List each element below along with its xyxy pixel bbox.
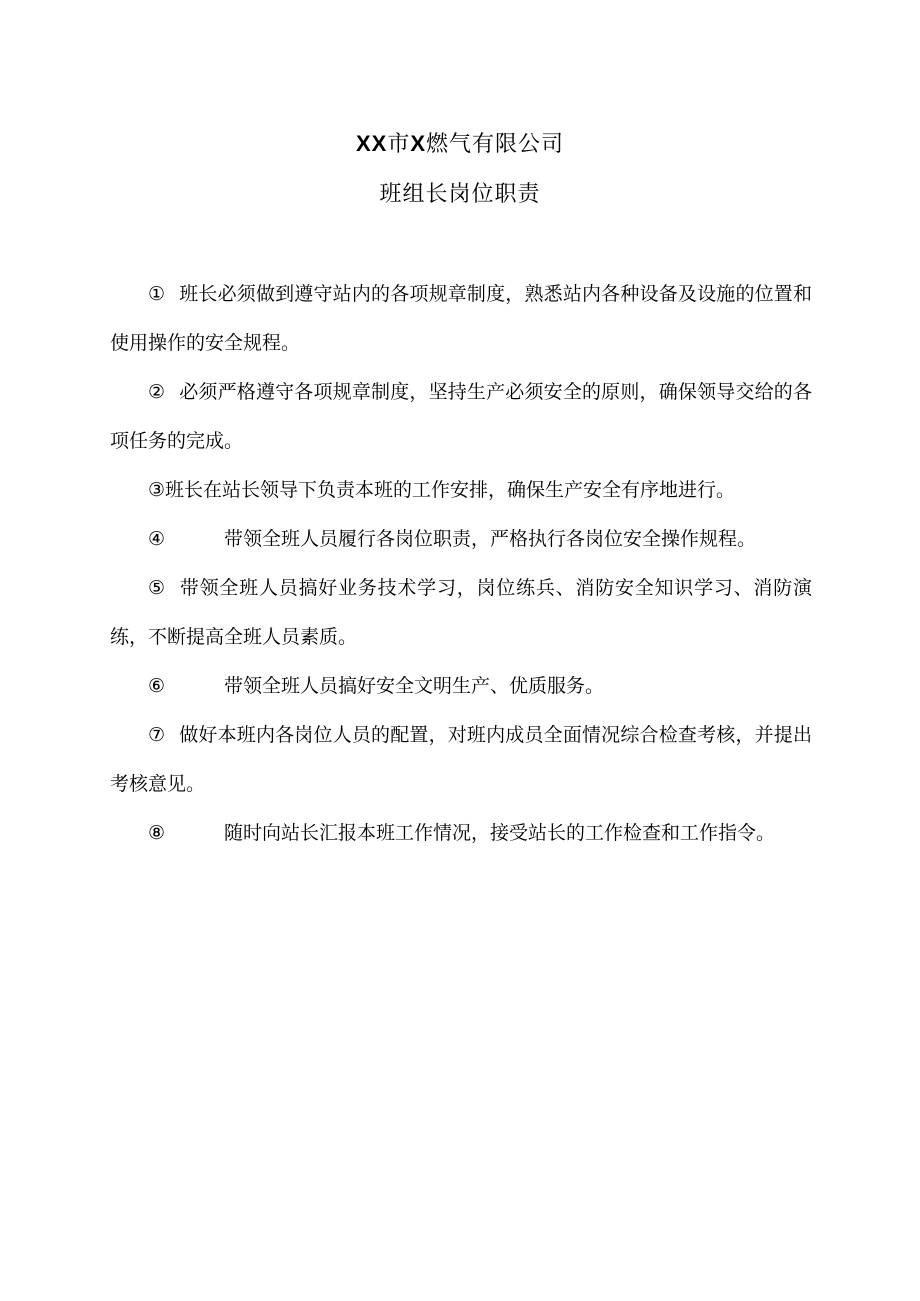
duty-marker: ⑧ bbox=[148, 822, 166, 844]
duty-marker: ③ bbox=[148, 479, 166, 501]
company-name-x: X bbox=[410, 131, 427, 156]
duty-marker: ④ bbox=[148, 528, 166, 550]
duty-item-3 bbox=[110, 466, 812, 515]
company-name bbox=[0, 129, 920, 160]
duty-item-7 bbox=[110, 711, 812, 809]
duty-item-8 bbox=[110, 809, 812, 858]
duty-text: 随时向站长汇报本班工作情况，接受站长的工作检查和工作指令。 bbox=[224, 822, 776, 844]
duty-text: 班长必须做到遵守站内的各项规章制度，熟悉站内各种设备及设施的位置和使用操作的安全规程。 bbox=[110, 283, 812, 354]
duty-item-4 bbox=[110, 515, 812, 564]
duty-text: 班长在站长领导下负责本班的工作安排，确保生产安全有序地进行。 bbox=[165, 479, 736, 501]
duty-marker: ⑤ bbox=[148, 577, 166, 599]
duty-marker: ⑦ bbox=[148, 724, 166, 746]
duty-text: 必须严格遵守各项规章制度，坚持生产必须安全的原则，确保领导交给的各项任务的完成。 bbox=[110, 381, 812, 452]
document-title: 班组长岗位职责 bbox=[379, 182, 541, 207]
duties-list bbox=[110, 270, 812, 858]
duty-item-6 bbox=[110, 662, 812, 711]
company-name-prefix: XX bbox=[355, 131, 388, 156]
duty-text: 带领全班人员履行各岗位职责，严格执行各岗位安全操作规程。 bbox=[224, 528, 757, 550]
duty-item-1 bbox=[110, 270, 812, 368]
duty-text: 带领全班人员搞好安全文明生产、优质服务。 bbox=[224, 675, 605, 697]
duty-item-5 bbox=[110, 564, 812, 662]
duty-marker: ① bbox=[148, 283, 166, 305]
duty-text: 做好本班内各岗位人员的配置，对班内成员全面情况综合检查考核，并提出考核意见。 bbox=[110, 724, 812, 795]
duty-marker: ⑥ bbox=[148, 675, 166, 697]
company-name-city: 市 bbox=[387, 132, 411, 157]
duty-marker: ② bbox=[148, 381, 166, 403]
duty-item-2 bbox=[110, 368, 812, 466]
company-name-suffix: 燃气有限公司 bbox=[426, 132, 565, 157]
duty-text: 带领全班人员搞好业务技术学习，岗位练兵、消防安全知识学习、消防演练，不断提高全班人员素质。 bbox=[110, 577, 812, 648]
